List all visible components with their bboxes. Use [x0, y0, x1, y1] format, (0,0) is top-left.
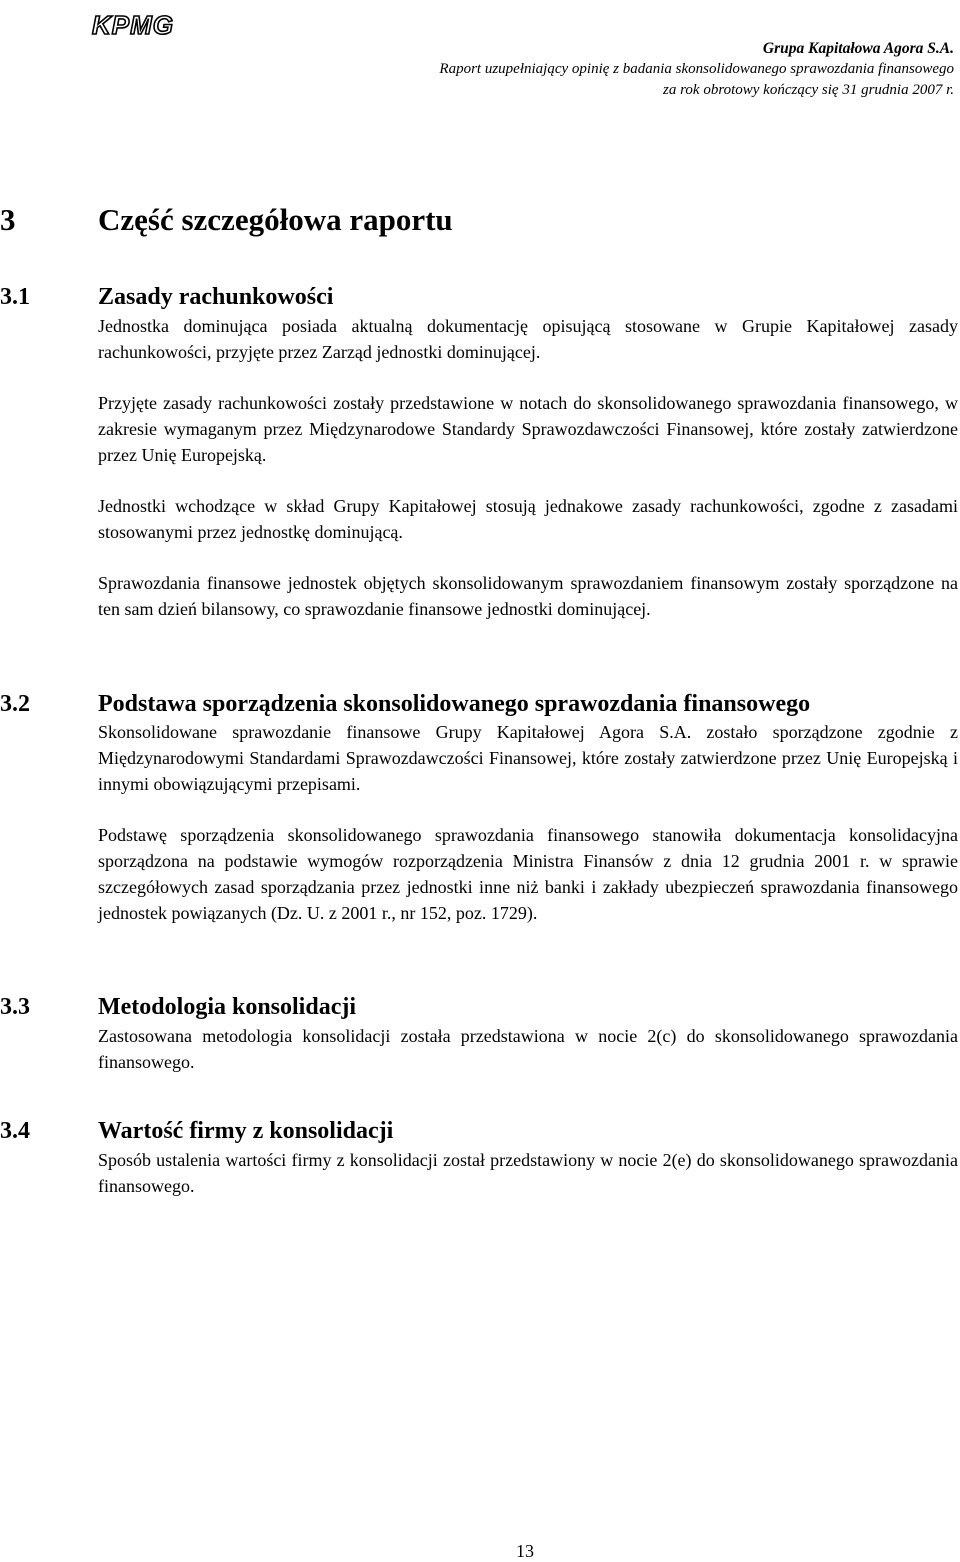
page-number: 13: [516, 1541, 534, 1561]
section-heading-3-3: [0, 992, 356, 1022]
chapter-heading: [0, 200, 453, 240]
paragraph: Jednostka dominująca posiada aktualną dokumentację opisującą stosowane w Grupie Kapitałowej zasady rachunkowości, przyjęte przez Zarząd jednostki dominującej.: [98, 316, 958, 362]
header-report-line-1: Raport uzupełniający opinię z badania skonsolidowanego sprawozdania finansowego: [439, 61, 954, 77]
paragraph: Przyjęte zasady rachunkowości zostały przedstawione w notach do skonsolidowanego sprawozdania finansowego, w zakresie wymaganym przez Międzynarodowe Standardy Sprawozdawczości Finansowej, które zostały zatwierdzone przez Unię Europejską.: [98, 393, 958, 465]
section-heading-3-2: [0, 689, 810, 719]
section-number: 3.2: [0, 691, 30, 717]
header-company: Grupa Kapitałowa Agora S.A.: [762, 40, 954, 57]
section-number: 3.3: [0, 994, 30, 1020]
page-header: [439, 38, 954, 101]
paragraph: Podstawę sporządzenia skonsolidowanego sprawozdania finansowego stanowiła dokumentacja konsolidacyjna sporządzona na podstawie wymogów rozporządzenia Ministra Finansów z dnia 12 grudnia 2001 r. w sprawie szczegółowych zasad sporządzania przez jednostki inne niż banki i zakłady ubezpieczeń sprawozdania finansowego jednostek powiązanych (Dz. U. z 2001 r., nr 152, poz. 1729).: [98, 825, 958, 923]
section-title: Metodologia konsolidacji: [98, 994, 357, 1020]
section-heading-3-1: [0, 282, 333, 312]
section-number: 3.1: [0, 284, 30, 310]
paragraph: Skonsolidowane sprawozdanie finansowe Grupy Kapitałowej Agora S.A. zostało sporządzone zgodnie z Międzynarodowymi Standardami Sprawozdawczości Finansowej, które zostały zatwierdzone przez Unię Europejską i innymi obowiązującymi przepisami.: [98, 722, 958, 794]
paragraph: Sposób ustalenia wartości firmy z konsolidacji został przedstawiony w nocie 2(e) do skonsolidowanego sprawozdania finansowego.: [98, 1150, 958, 1196]
section-title: Wartość firmy z konsolidacji: [98, 1118, 394, 1144]
section-heading-3-4: [0, 1116, 393, 1146]
paragraph: Sprawozdania finansowe jednostek objętych skonsolidowanym sprawozdaniem finansowym zostały sporządzone na ten sam dzień bilansowy, co sprawozdanie finansowe jednostki dominującej.: [98, 573, 958, 619]
chapter-title: Część szczegółowa raportu: [98, 202, 453, 237]
header-report-line-2: za rok obrotowy kończący się 31 grudnia 2007 r.: [663, 82, 954, 98]
logo-text: KPMG: [92, 10, 174, 40]
kpmg-logo: [92, 10, 182, 40]
section-number: 3.4: [0, 1118, 30, 1144]
section-title: Podstawa sporządzenia skonsolidowanego sprawozdania finansowego: [98, 691, 811, 717]
paragraph: Zastosowana metodologia konsolidacji została przedstawiona w nocie 2(c) do skonsolidowanego sprawozdania finansowego.: [98, 1026, 958, 1072]
paragraph: Jednostki wchodzące w skład Grupy Kapitałowej stosują jednakowe zasady rachunkowości, zgodne z zasadami stosowanymi przez jednostkę dominującą.: [98, 496, 958, 542]
section-title: Zasady rachunkowości: [98, 284, 334, 310]
chapter-number: 3: [0, 202, 16, 237]
